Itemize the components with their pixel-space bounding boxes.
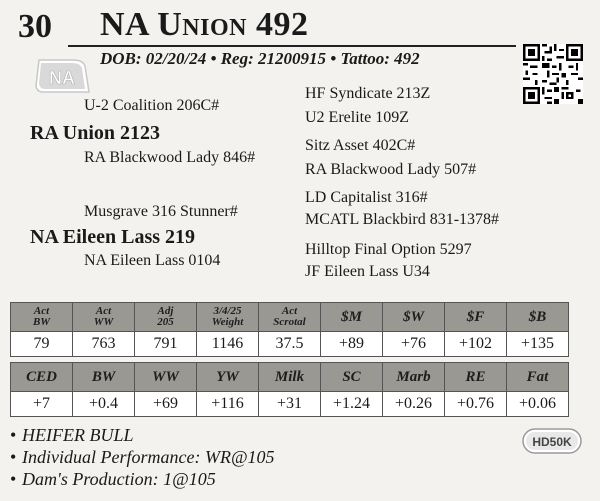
- epd-table: [10, 362, 569, 417]
- lot-number: 30: [18, 8, 52, 45]
- dam-sire: Musgrave 316 Stunner#: [84, 203, 238, 220]
- dd-sire: Hilltop Final Option 5297: [305, 241, 472, 258]
- epd-value: +7: [10, 392, 73, 417]
- epd-value: +0.06: [507, 392, 569, 417]
- sire: RA Union 2123: [30, 122, 161, 144]
- perf-value: 791: [135, 332, 197, 357]
- perf-value: 1146: [197, 332, 259, 357]
- epd-value: +69: [135, 392, 197, 417]
- perf-header: $F: [445, 302, 507, 332]
- epd-value: +1.24: [321, 392, 383, 417]
- hd50k-badge-text: HD50K: [532, 435, 572, 449]
- perf-value: +135: [507, 332, 569, 357]
- perf-header: Adj 205: [135, 302, 197, 332]
- qr-code-icon[interactable]: [523, 44, 583, 104]
- note-item: • HEIFER BULL: [10, 425, 134, 445]
- note-item: • Individual Performance: WR@105: [10, 447, 275, 467]
- epd-header: BW: [73, 362, 135, 392]
- epd-header: Fat: [507, 362, 569, 392]
- ds-dam: MCATL Blackbird 831-1378#: [305, 211, 500, 228]
- ss-sire: HF Syndicate 213Z: [305, 85, 431, 102]
- ds-sire: LD Capitalist 316#: [305, 189, 428, 206]
- epd-value: +0.76: [445, 392, 507, 417]
- dd-dam: JF Eileen Lass U34: [305, 263, 430, 280]
- sd-sire: Sitz Asset 402C#: [305, 137, 416, 154]
- na-logo-text: NA: [49, 68, 75, 88]
- hd50k-badge-icon: [522, 428, 582, 454]
- epd-header: WW: [135, 362, 197, 392]
- perf-value: 763: [73, 332, 135, 357]
- perf-header: Act Scrotal: [259, 302, 321, 332]
- bullet-icon: •: [10, 469, 17, 489]
- epd-value: +116: [197, 392, 259, 417]
- perf-header: $M: [321, 302, 383, 332]
- epd-header: Milk: [259, 362, 321, 392]
- perf-header: 3/4/25 Weight: [197, 302, 259, 332]
- epd-header: RE: [445, 362, 507, 392]
- sd-dam: RA Blackwood Lady 507#: [305, 161, 477, 178]
- perf-header: $W: [383, 302, 445, 332]
- na-logo-icon: [33, 58, 91, 96]
- dam-dam: NA Eileen Lass 0104: [84, 252, 221, 269]
- sire-sire: U-2 Coalition 206C#: [84, 97, 220, 114]
- animal-name: NA Union 492: [100, 6, 309, 43]
- bullet-icon: •: [10, 447, 17, 467]
- perf-header: Act BW: [10, 302, 73, 332]
- epd-value: +0.26: [383, 392, 445, 417]
- epd-header: CED: [10, 362, 73, 392]
- ss-dam: U2 Erelite 109Z: [305, 109, 409, 126]
- perf-value: +102: [445, 332, 507, 357]
- id-line: DOB: 02/20/24 • Reg: 21200915 • Tattoo: 492: [100, 49, 420, 68]
- title-divider: [68, 45, 516, 47]
- perf-value: +89: [321, 332, 383, 357]
- dam: NA Eileen Lass 219: [30, 226, 196, 248]
- notes-list: [10, 424, 275, 490]
- perf-value: 79: [10, 332, 73, 357]
- epd-value: +0.4: [73, 392, 135, 417]
- perf-value: +76: [383, 332, 445, 357]
- epd-header: YW: [197, 362, 259, 392]
- perf-value: 37.5: [259, 332, 321, 357]
- bullet-icon: •: [10, 425, 17, 445]
- epd-header: SC: [321, 362, 383, 392]
- note-item: • Dam's Production: 1@105: [10, 469, 216, 489]
- epd-header: Marb: [383, 362, 445, 392]
- sire-dam: RA Blackwood Lady 846#: [84, 149, 256, 166]
- perf-header: $B: [507, 302, 569, 332]
- performance-table: [10, 302, 569, 357]
- epd-value: +31: [259, 392, 321, 417]
- perf-header: Act WW: [73, 302, 135, 332]
